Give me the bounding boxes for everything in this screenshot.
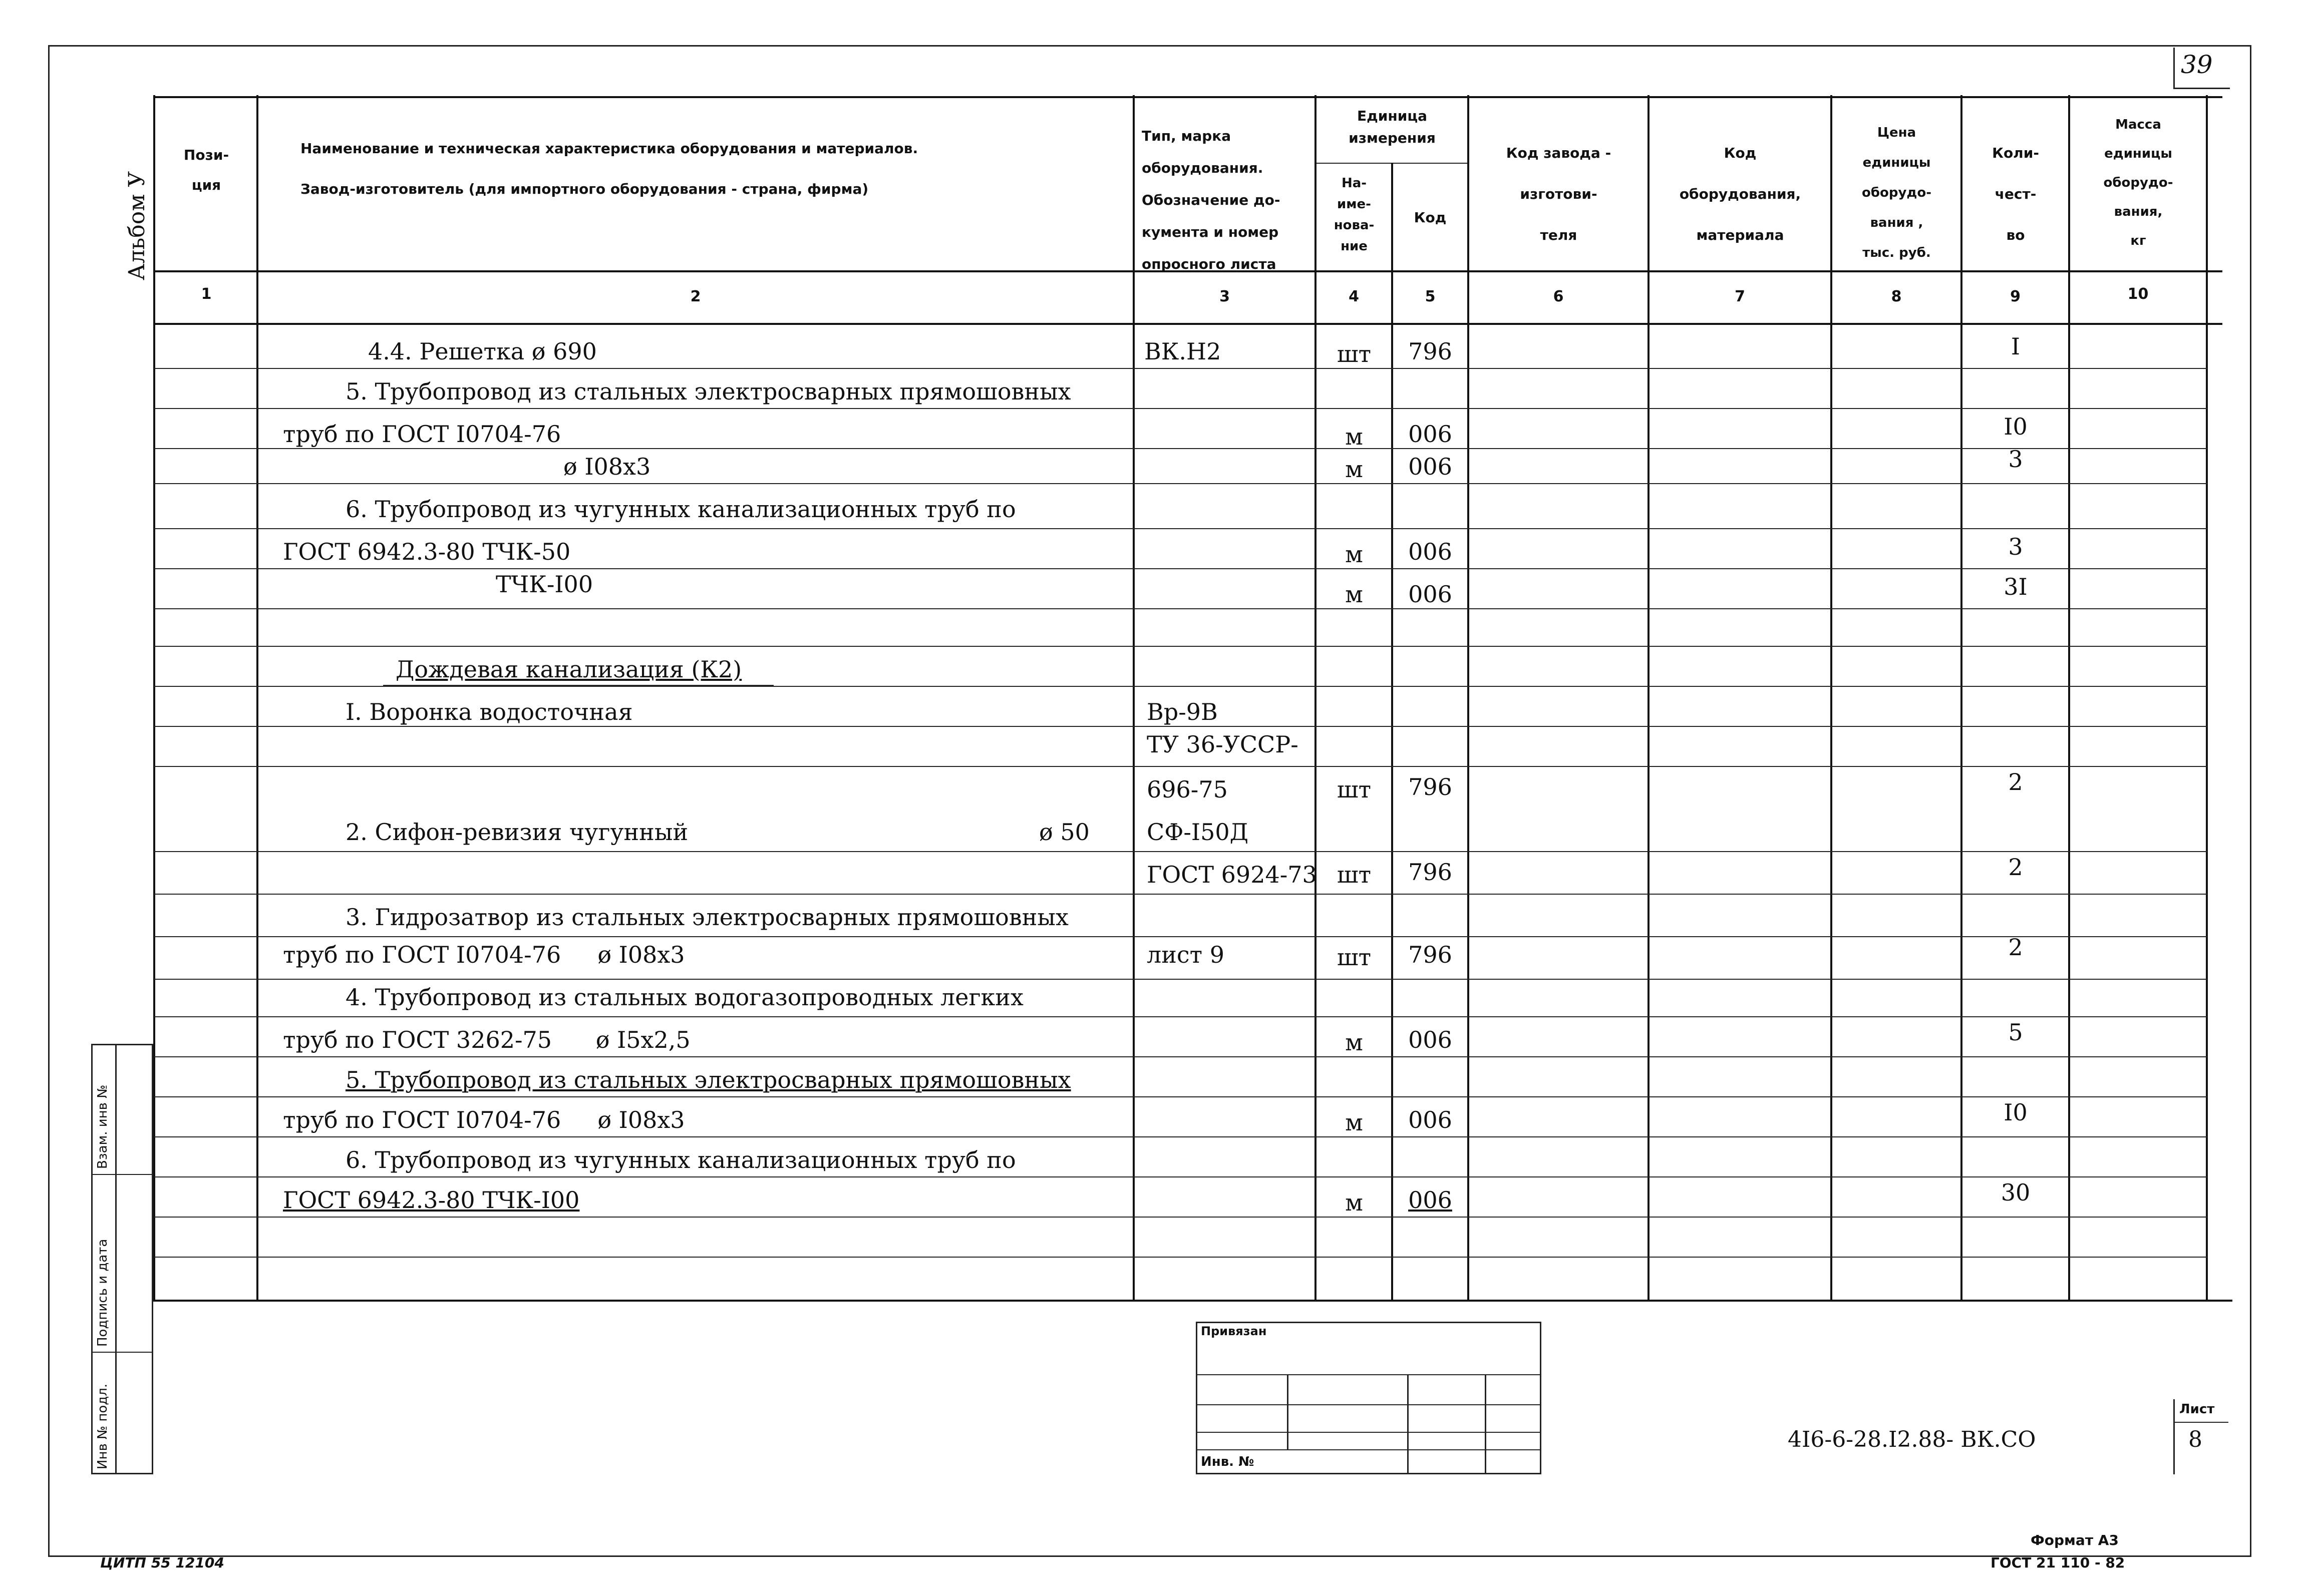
table-row-4-code: 006 — [1408, 453, 1452, 480]
left-stamp-divider — [115, 1044, 117, 1474]
row-line — [154, 979, 2207, 980]
colnum-4: 4 — [1349, 288, 1359, 305]
bind-line — [1196, 1374, 1541, 1375]
table-row-19-name: труб по ГОСТ I0704-76 ø I08x3 — [283, 1106, 685, 1133]
colnum-6: 6 — [1553, 288, 1564, 305]
bind-line — [1196, 1404, 1541, 1405]
row-line — [154, 894, 2207, 895]
bind-box — [1196, 1322, 1541, 1474]
header-col6: Код завода - изготови- теля — [1506, 145, 1611, 243]
header-col10: Масса единицы оборудо- вания, кг — [2103, 117, 2173, 248]
table-row-12-type: СФ-I50Д — [1147, 819, 1249, 846]
col-line-5 — [1467, 95, 1469, 1302]
table-row-15-type: лист 9 — [1147, 941, 1224, 968]
table-row-12-dia: ø 50 — [1039, 819, 1090, 846]
table-top-line — [154, 96, 2222, 98]
colnum-bottom-line — [154, 323, 2222, 325]
col-line-left — [153, 95, 155, 1302]
header-col3: Тип, марка оборудования. Обозначение до- кумента и номер опросного листа — [1142, 128, 1280, 272]
table-row-15-qty: 2 — [2008, 934, 2023, 961]
table-row-21-unit: м — [1345, 1189, 1363, 1216]
table-row-3-unit: м — [1345, 423, 1363, 450]
row-line — [154, 1217, 2207, 1218]
table-row-10-type: ТУ 36-УССР- — [1147, 731, 1298, 758]
table-row-11-type: 696-75 — [1147, 776, 1228, 803]
row-line — [154, 448, 2207, 449]
section-title-storm-sewer: Дождевая канализация (К2) — [396, 656, 742, 683]
table-row-7-code: 006 — [1408, 581, 1452, 608]
table-row-18-name: 5. Трубопровод из стальных электросварных прямошовных — [346, 1066, 1071, 1093]
table-row-6-code: 006 — [1408, 538, 1452, 565]
table-row-17-unit: м — [1345, 1029, 1363, 1056]
header-col9: Коли- чест- во — [1992, 145, 2039, 243]
table-row-19-code: 006 — [1408, 1106, 1452, 1133]
header-col8: Цена единицы оборудо- вания , тыс. руб. — [1861, 125, 1932, 260]
col-line-3 — [1314, 95, 1316, 1302]
table-row-21-qty: 30 — [2001, 1179, 2031, 1206]
colnum-10: 10 — [2127, 285, 2149, 303]
bind-line — [1196, 1449, 1541, 1450]
table-row-1-name: 4.4. Решетка ø 690 — [368, 338, 597, 365]
colnum-2: 2 — [690, 288, 701, 305]
left-stamp-line — [91, 1174, 153, 1175]
row-line — [154, 936, 2207, 937]
table-row-15-unit: шт — [1337, 944, 1372, 971]
table-row-1-code: 796 — [1408, 338, 1452, 365]
row-line — [154, 528, 2207, 529]
col-line-2 — [1133, 95, 1135, 1302]
table-row-9-type: Вр-9В — [1147, 698, 1218, 725]
sheet-label: Лист — [2179, 1402, 2215, 1417]
table-row-14-name: 3. Гидрозатвор из стальных электросварных прямошовных — [346, 904, 1069, 931]
table-row-3-qty: I0 — [2004, 413, 2028, 440]
header-unit-group: Единица измерения — [1349, 108, 1436, 146]
col-line-9 — [2068, 95, 2070, 1302]
row-line — [154, 1176, 2207, 1177]
table-row-4-unit: м — [1345, 456, 1363, 483]
left-stamp-line — [91, 1352, 153, 1353]
table-row-7-unit: м — [1345, 581, 1363, 608]
table-row-16-name: 4. Трубопровод из стальных водогазопроводных легких — [346, 984, 1024, 1011]
table-row-19-unit: м — [1345, 1109, 1363, 1136]
stamp-signature-label: Подпись и дата — [95, 1239, 110, 1347]
row-line — [154, 608, 2207, 609]
row-line — [154, 1016, 2207, 1017]
table-row-7-name: ТЧК-I00 — [496, 571, 593, 598]
table-row-11-unit: шт — [1337, 776, 1372, 803]
table-row-3-code: 006 — [1408, 421, 1452, 448]
bind-vline — [1407, 1374, 1409, 1474]
col-line-right — [2206, 95, 2208, 1302]
table-row-15-code: 796 — [1408, 941, 1452, 968]
table-row-6-qty: 3 — [2008, 533, 2023, 560]
table-row-7-qty: 3I — [2004, 573, 2028, 600]
stamp-replace-label: Взам. инв № — [95, 1084, 110, 1169]
table-row-6-unit: м — [1345, 541, 1363, 568]
table-row-4-qty: 3 — [2008, 446, 2023, 473]
table-row-13-unit: шт — [1337, 861, 1372, 888]
table-row-3-name: труб по ГОСТ I0704-76 — [283, 421, 561, 448]
header-col5: Код — [1414, 209, 1447, 226]
row-line — [154, 1136, 2207, 1137]
colnum-8: 8 — [1891, 288, 1902, 305]
header-col1: Пози- ция — [183, 147, 229, 193]
header-col7: Код оборудования, материала — [1679, 145, 1801, 243]
bind-line — [1196, 1432, 1541, 1433]
row-line — [154, 686, 2207, 687]
table-row-17-qty: 5 — [2008, 1019, 2023, 1046]
table-row-1-unit: шт — [1337, 340, 1372, 367]
bind-vline — [1287, 1374, 1288, 1449]
col-line-6 — [1648, 95, 1650, 1302]
header-col2: Наименование и техническая характеристика оборудования и материалов. Завод-изготовитель (для импортного оборудования - страна, фирма) — [300, 140, 918, 197]
table-bottom-line — [154, 1300, 2232, 1302]
table-row-13-code: 796 — [1408, 859, 1452, 886]
table-row-21-name: ГОСТ 6942.3-80 ТЧК-I00 — [283, 1186, 580, 1214]
table-row-2-name: 5. Трубопровод из стальных электросварных прямошовных — [346, 378, 1071, 405]
table-row-1-qty: I — [2011, 333, 2021, 360]
row-line — [154, 851, 2207, 852]
row-line — [154, 646, 2207, 647]
row-line — [154, 1056, 2207, 1057]
row-line — [154, 483, 2207, 484]
table-row-12-name: 2. Сифон-ревизия чугунный — [346, 819, 689, 846]
col-line-8 — [1960, 95, 1962, 1302]
colnum-7: 7 — [1735, 288, 1745, 305]
stamp-inv-label: Инв № подл. — [95, 1383, 110, 1469]
document-code: 4I6-6-28.I2.88- ВК.СО — [1788, 1427, 2036, 1452]
footer-left-code: ЦИТП 55 12104 — [100, 1554, 224, 1571]
table-row-6-name: ГОСТ 6942.3-80 ТЧК-50 — [283, 538, 571, 565]
table-row-21-code: 006 — [1408, 1186, 1452, 1214]
table-row-20-name: 6. Трубопровод из чугунных канализационных труб по — [346, 1146, 1016, 1173]
row-line — [154, 408, 2207, 409]
sheet-box-line — [2173, 1422, 2228, 1423]
header-col4: На- име- нова- ние — [1334, 176, 1375, 254]
colnum-3: 3 — [1219, 288, 1230, 305]
table-row-13-qty: 2 — [2008, 854, 2023, 881]
table-row-15-name: труб по ГОСТ I0704-76 ø I08x3 — [283, 941, 685, 968]
bind-box-title: Привязан — [1201, 1324, 1267, 1338]
colnum-1: 1 — [201, 285, 212, 303]
colnum-9: 9 — [2010, 288, 2021, 305]
col-line-7 — [1830, 95, 1832, 1302]
bind-vline — [1485, 1374, 1486, 1474]
table-row-19-qty: I0 — [2004, 1099, 2028, 1126]
gost-label: ГОСТ 21 110 - 82 — [1991, 1554, 2125, 1571]
table-row-4-name: ø I08x3 — [563, 453, 651, 480]
table-row-17-code: 006 — [1408, 1026, 1452, 1053]
row-line — [154, 568, 2207, 569]
table-row-13-type: ГОСТ 6924-73 — [1147, 861, 1317, 888]
row-line — [154, 766, 2207, 767]
album-label: Альбом У — [124, 171, 150, 280]
row-line — [154, 1096, 2207, 1097]
format-label: Формат А3 — [2031, 1532, 2119, 1548]
colnum-5: 5 — [1425, 288, 1436, 305]
table-row-11-code: 796 — [1408, 773, 1452, 801]
table-row-9-name: I. Воронка водосточная — [346, 698, 633, 725]
page-number: 39 — [2181, 50, 2213, 79]
bind-box-inv: Инв. № — [1201, 1454, 1254, 1469]
col-line-1 — [256, 95, 258, 1302]
row-line — [154, 1257, 2207, 1258]
table-row-11-qty: 2 — [2008, 768, 2023, 795]
table-row-1-type: ВК.Н2 — [1144, 338, 1221, 365]
table-row-5-name: 6. Трубопровод из чугунных канализационных труб по — [346, 496, 1016, 523]
row-line — [154, 368, 2207, 369]
section-title-underline — [383, 685, 774, 686]
sheet-number: 8 — [2188, 1427, 2202, 1452]
table-row-17-name: труб по ГОСТ 3262-75 ø I5x2,5 — [283, 1026, 691, 1053]
row-line — [154, 726, 2207, 727]
